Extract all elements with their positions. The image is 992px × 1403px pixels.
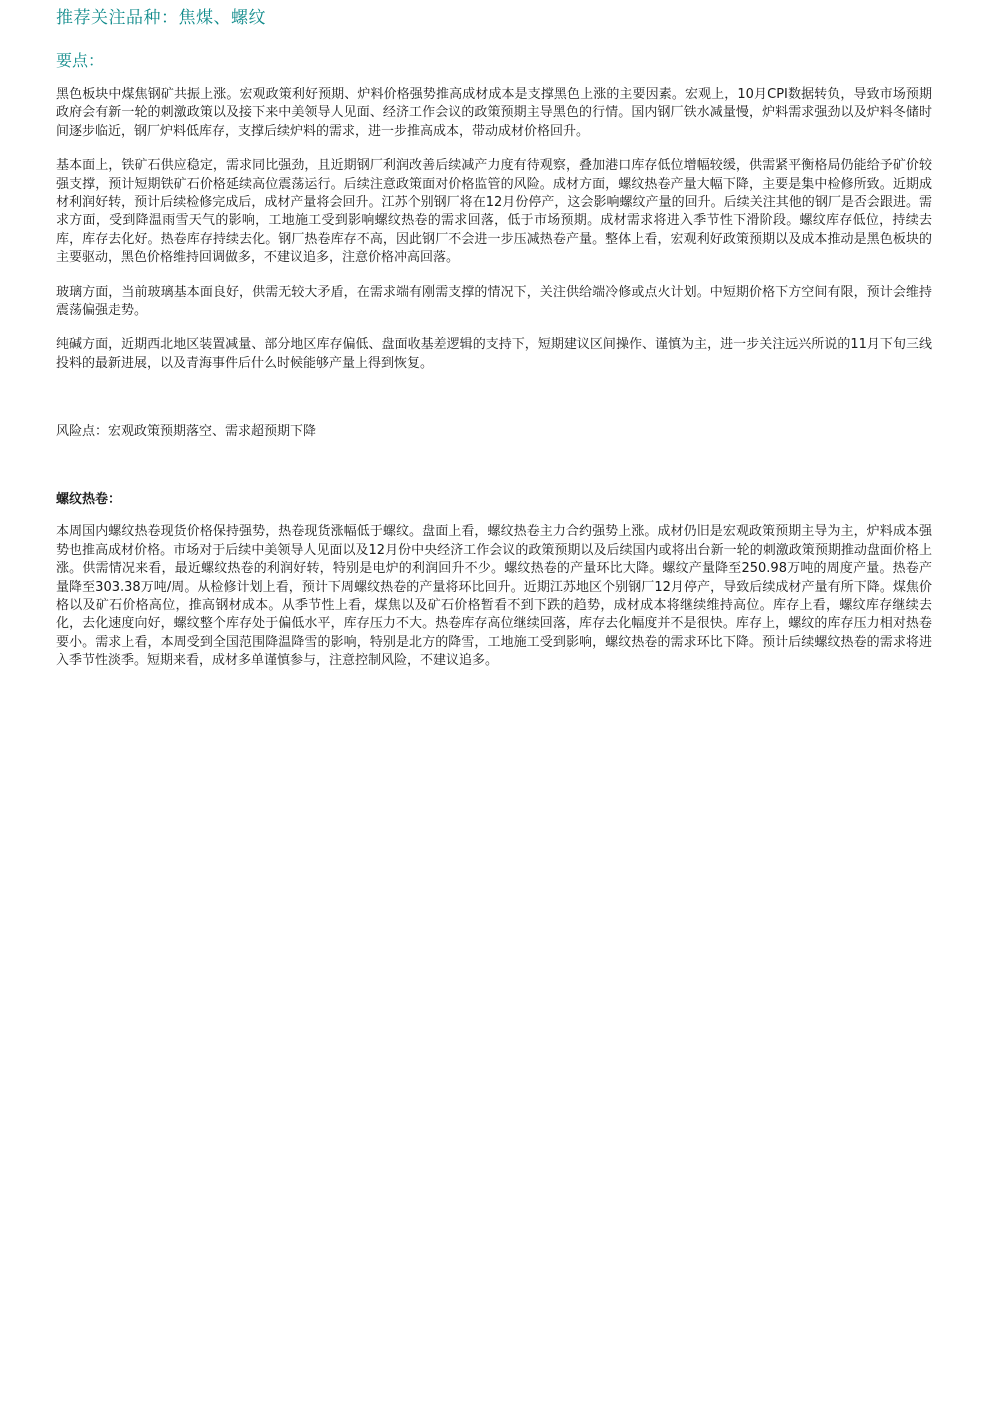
rebar-hot-coil-paragraph: 本周国内螺纹热卷现货价格保持强势，热卷现货涨幅低于螺纹。盘面上看，螺纹热卷主力合约强势上涨。成材仍旧是宏观政策预期主导为主，炉料成本强势也推高成材价格。市场对于后续中美领导人见面以及12月份中央经济工作会议的政策预期以及后续国内或将出台新一轮的刺激政策预期推动盘面价格上涨。供需情况来看，最近螺纹热卷的利润好转，特别是电炉的利润回升不少。螺纹热卷的产量环比大降。螺纹产量降至250.98万吨的周度产量。热卷产量降至303.38万吨/周。从检修计划上看，预计下周螺纹热卷的产量将环比回升。近期江苏地区个别钢厂12月停产，导致后续成材产量有所下降。煤焦价格以及矿石价格高位，推高钢材成本。从季节性上看，煤焦以及矿石价格暂看不到下跌的趋势，成材成本将继续维持高位。库存上看，螺纹库存继续去化，去化速度向好，螺纹整个库存处于偏低水平，库存压力不大。热卷库存高位继续回落，库存去化幅度并不是很快。库存上，螺纹的库存压力相对热卷要小。需求上看，本周受到全国范围降温降雪的影响，特别是北方的降雪，工地施工受到影响，螺纹热卷的需求环比下降。预计后续螺纹热卷的需求将进入季节性淡季。短期来看，成材多单谨慎参与，注意控制风险，不建议追多。 <box>56 524 932 669</box>
key-point-paragraph-fundamentals: 基本面上，铁矿石供应稳定，需求同比强劲，且近期钢厂利润改善后续减产力度有待观察，叠加港口库存低位增幅较缓，供需紧平衡格局仍能给予矿价较强支撑，预计短期铁矿石价格延续高位震荡运行。后续注意政策面对价格监管的风险。成材方面，螺纹热卷产量大幅下降，主要是集中检修所致。近期成材利润好转，预计后续检修完成后，成材产量将会回升。江苏个别钢厂将在12月份停产，这会影响螺纹产量的回升。后续关注其他的钢厂是否会跟进。需求方面，受到降温雨雪天气的影响，工地施工受到影响螺纹热卷的需求回落，低于市场预期。成材需求将进入季节性下滑阶段。螺纹库存低位，持续去库，库存去化好。热卷库存持续去化。钢厂热卷库存不高，因此钢厂不会进一步压减热卷产量。整体上看，宏观利好政策预期以及成本推动是黑色板块的主要驱动，黑色价格维持回调做多，不建议追多，注意价格冲高回落。 <box>56 158 932 266</box>
key-point-paragraph-glass: 玻璃方面，当前玻璃基本面良好，供需无较大矛盾，在需求端有刚需支撑的情况下，关注供给端冷修或点火计划。中短期价格下方空间有限，预计会维持震荡偏强走势。 <box>56 284 932 319</box>
risk-points: 风险点：宏观政策预期落空、需求超预期下降 <box>56 424 317 440</box>
key-point-paragraph-soda-ash: 纯碱方面，近期西北地区装置减量、部分地区库存偏低、盘面收基差逻辑的支持下，短期建议区间操作、谨慎为主，进一步关注远兴所说的11月下旬三线投料的最新进展，以及青海事件后什么时候能够产量上得到恢复。 <box>56 337 932 371</box>
key-point-paragraph-macro: 黑色板块中煤焦钢矿共振上涨。宏观政策利好预期、炉料价格强势推高成材成本是支撑黑色上涨的主要因素。宏观上，10月CPI数据转负，导致市场预期政府会有新一轮的刺激政策以及接下来中美领导人见面、经济工作会议的政策预期主导黑色的行情。国内钢厂铁水减量慢，炉料需求强劲以及炉料冬储时间逐步临近，钢厂炉料低库存，支撑后续炉料的需求，进一步推高成本，带动成材价格回升。 <box>56 87 932 139</box>
rebar-hot-coil-title: 螺纹热卷： <box>56 492 122 508</box>
report-page <box>56 0 932 671</box>
key-points-title: 要点： <box>56 51 105 70</box>
recommended-varieties: 推荐关注品种：焦煤、螺纹 <box>56 8 266 28</box>
